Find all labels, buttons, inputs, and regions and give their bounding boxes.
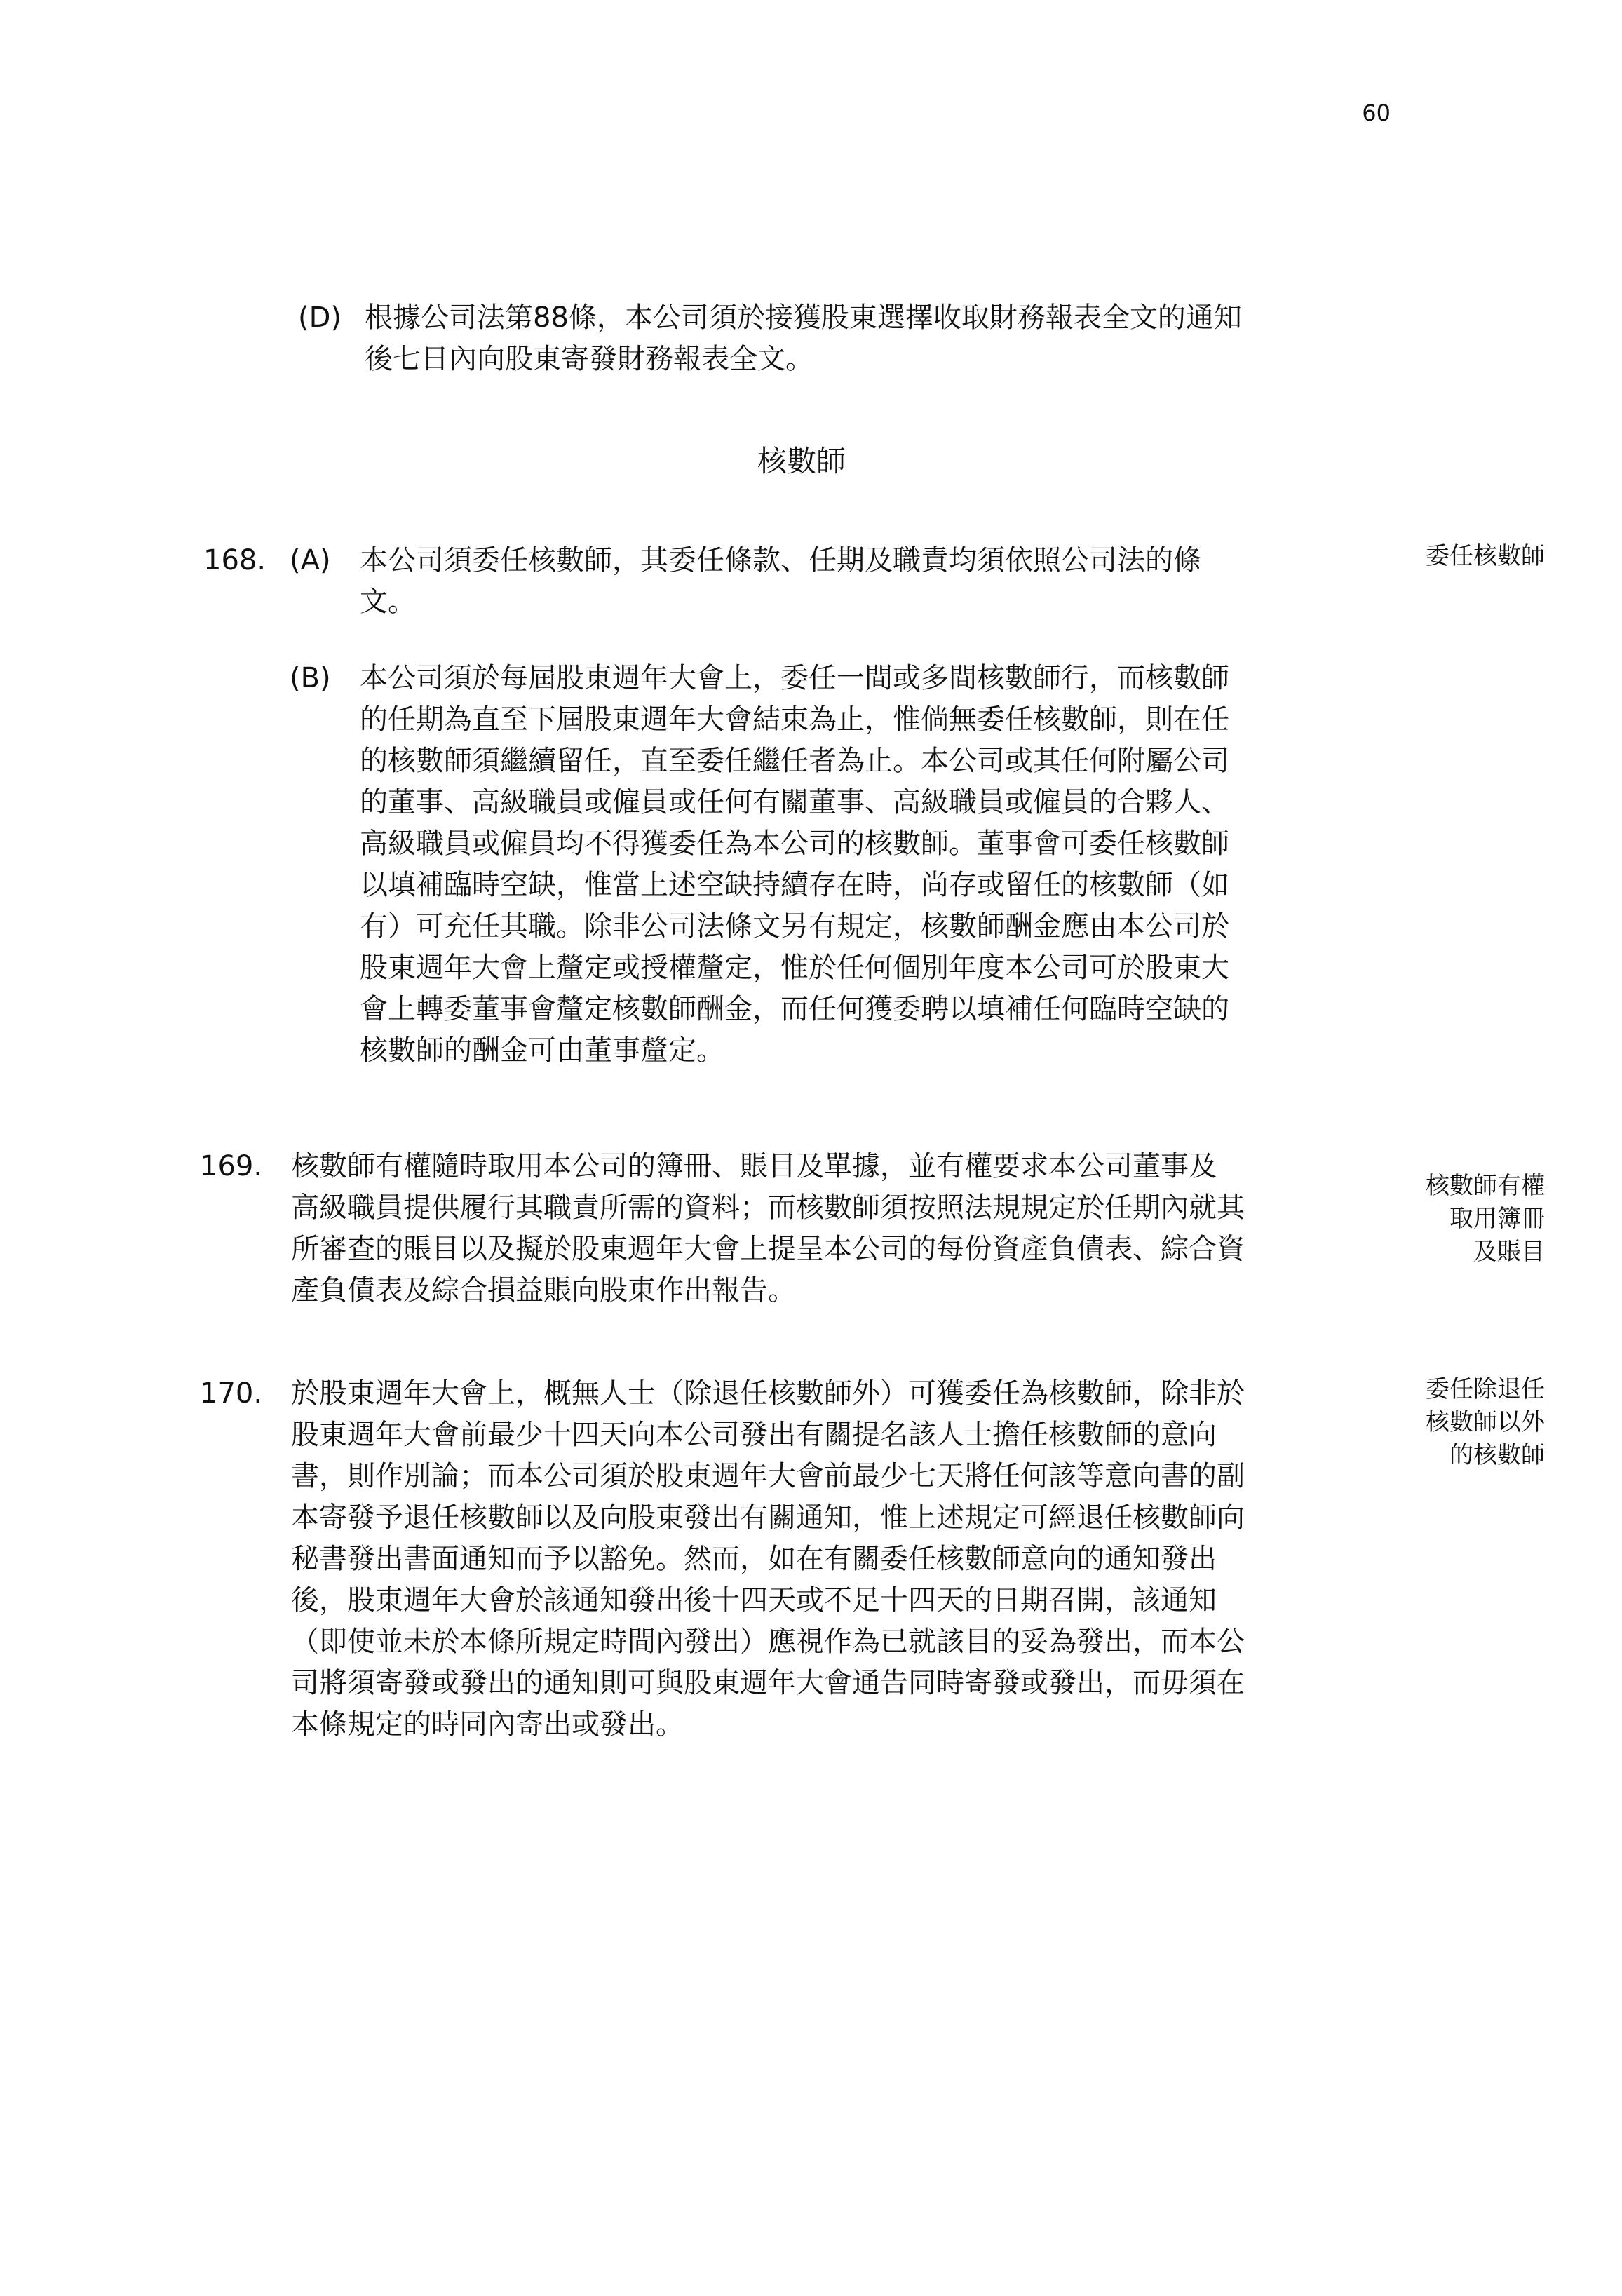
margin-note-line: 委任除退任 — [1426, 1375, 1545, 1403]
margin-note-line: 取用簿冊 — [1449, 1205, 1545, 1233]
text-line: 本寄發予退任核數師以及向股東發出有關通知，惟上述規定可經退任核數師向 — [291, 1501, 1245, 1534]
margin-note-line: 核數師以外 — [1426, 1408, 1545, 1436]
margin-note-line: 及賬目 — [1473, 1238, 1545, 1266]
page-number: 60 — [1362, 100, 1391, 126]
article-170-number: 170. — [200, 1377, 263, 1410]
text-line: 高級職員或僱員均不得獲委任為本公司的核數師。董事會可委任核數師 — [360, 828, 1229, 860]
article-170-margin-note — [1384, 1373, 1545, 1472]
text-line: 產負債表及綜合損益賬向股東作出報告。 — [291, 1274, 796, 1306]
text-line: 本條規定的時同內寄出或發出。 — [291, 1708, 684, 1741]
article-170-text — [291, 1373, 1392, 1745]
text-line: 的董事、高級職員或僱員或任何有關董事、高級職員或僱員的合夥人、 — [360, 786, 1229, 818]
article-168-a-label: (A) — [290, 544, 331, 576]
text-line: 核數師的酬金可由董事釐定。 — [360, 1034, 724, 1067]
text-line: 後，股東週年大會於該通知發出後十四天或不足十四天的日期召開，該通知 — [291, 1584, 1217, 1616]
article-169-margin-note — [1384, 1170, 1545, 1269]
text-line: 的核數師須繼續留任，直至委任繼任者為止。本公司或其任何附屬公司 — [360, 745, 1229, 777]
section-heading: 核數師 — [757, 444, 846, 478]
text-line: 根據公司法第88條，本公司須於接獲股東選擇收取財務報表全文的通知 — [365, 302, 1242, 334]
text-line: （即使並未於本條所規定時間內發出）應視作為已就該目的妥為發出，而本公 — [291, 1626, 1245, 1658]
text-line: 以填補臨時空缺，惟當上述空缺持續存在時，尚存或留任的核數師（如 — [360, 869, 1229, 901]
article-168-margin-note: 委任核數師 — [1426, 542, 1545, 570]
article-168-b-label: (B) — [290, 662, 331, 694]
article-168-b-text — [360, 658, 1391, 1072]
text-line: 股東週年大會上釐定或授權釐定，惟於任何個別年度本公司可於股東大 — [360, 952, 1229, 984]
article-168-number: 168. — [203, 544, 266, 576]
margin-note-line: 核數師有權 — [1426, 1172, 1545, 1200]
text-line: 高級職員提供履行其職責所需的資料；而核數師須按照法規規定於任期內就其 — [291, 1191, 1245, 1224]
text-line: 核數師有權隨時取用本公司的簿冊、賬目及單據，並有權要求本公司董事及 — [291, 1150, 1217, 1182]
text-line: 司將須寄發或發出的通知則可與股東週年大會通告同時寄發或發出，而毋須在 — [291, 1667, 1245, 1699]
clause-d-label: (D) — [298, 302, 342, 334]
text-line: 後七日內向股東寄發財務報表全文。 — [365, 343, 813, 375]
text-line: 有）可充任其職。除非公司法條文另有規定，核數師酬金應由本公司於 — [360, 910, 1229, 943]
text-line: 秘書發出書面通知而予以豁免。然而，如在有關委任核數師意向的通知發出 — [291, 1543, 1217, 1575]
text-line: 本公司須委任核數師，其委任條款、任期及職責均須依照公司法的條 — [360, 544, 1201, 576]
text-line: 書，則作別論；而本公司須於股東週年大會前最少七天將任何該等意向書的副 — [291, 1460, 1245, 1492]
article-168-a-text — [360, 540, 1391, 623]
text-line: 股東週年大會前最少十四天向本公司發出有關提名該人士擔任核數師的意向 — [291, 1419, 1217, 1451]
text-line: 於股東週年大會上，概無人士（除退任核數師外）可獲委任為核數師，除非於 — [291, 1377, 1245, 1410]
article-169-number: 169. — [200, 1150, 263, 1182]
text-line: 的任期為直至下屆股東週年大會結束為止，惟倘無委任核數師，則在任 — [360, 703, 1229, 736]
text-line: 文。 — [360, 586, 416, 618]
text-line: 本公司須於每屆股東週年大會上，委任一間或多間核數師行，而核數師 — [360, 662, 1229, 694]
clause-d-text — [365, 297, 1381, 380]
text-line: 會上轉委董事會釐定核數師酬金，而任何獲委聘以填補任何臨時空缺的 — [360, 993, 1229, 1025]
margin-note-line: 的核數師 — [1449, 1441, 1545, 1469]
text-line: 所審查的賬目以及擬於股東週年大會上提呈本公司的每份資產負債表、綜合資 — [291, 1233, 1245, 1265]
article-169-text — [291, 1146, 1392, 1311]
